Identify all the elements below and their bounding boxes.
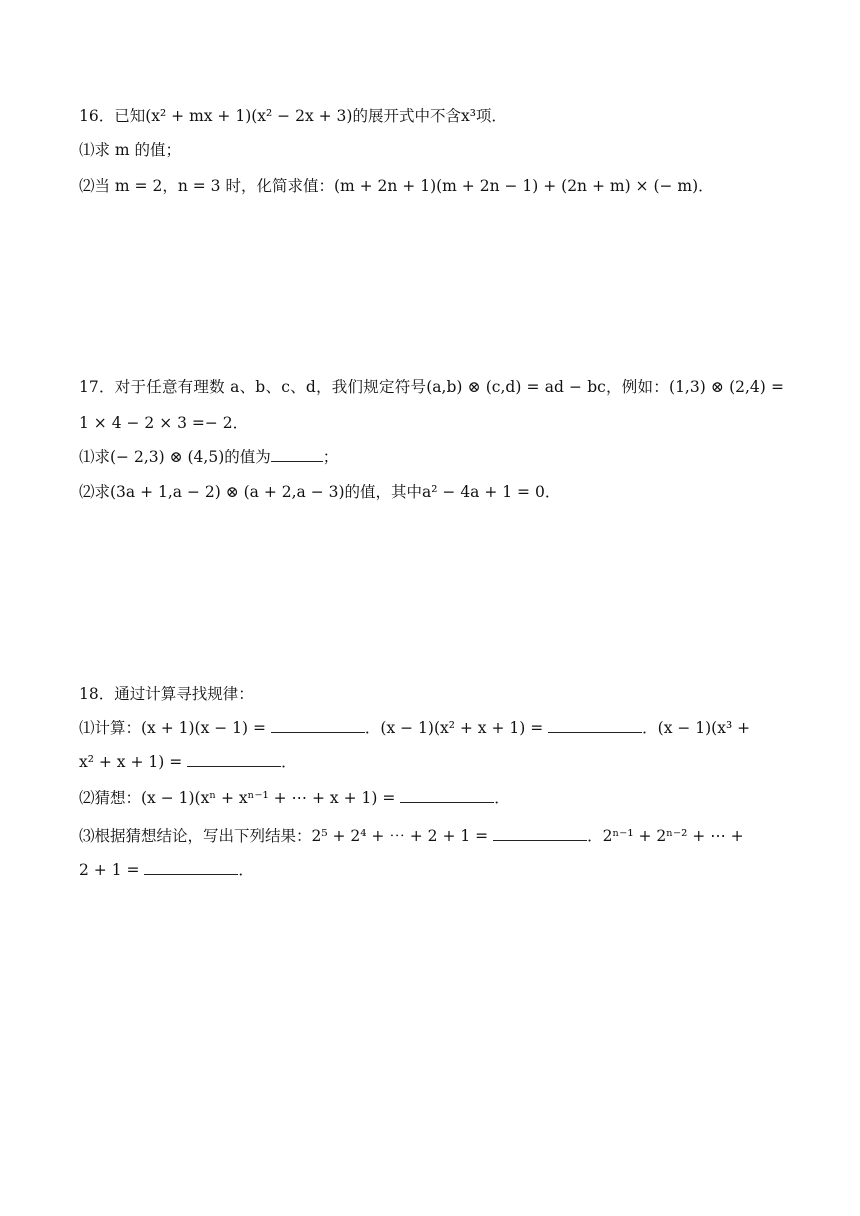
answer-blank[interactable]	[271, 447, 323, 462]
q17-part1-text: ⑴求(− 2,3) ⊗ (4,5)的值为	[79, 448, 271, 466]
q18-part3-b: ．2ⁿ⁻¹ + 2ⁿ⁻² + ⋯ +	[587, 827, 744, 845]
q18-part1-b: ．(x − 1)(x² + x + 1) =	[364, 719, 549, 737]
answer-blank[interactable]	[271, 718, 365, 733]
answer-blank[interactable]	[400, 788, 494, 803]
q17-part2: ⑵求(3a + 1,a − 2) ⊗ (a + 2,a − 3)的值，其中a² − 4a + 1 = 0．	[79, 483, 561, 501]
q18-stem: 18．通过计算寻找规律：	[79, 685, 254, 703]
q18-part3-line2-text: 2 + 1 =	[79, 861, 145, 879]
answer-blank[interactable]	[548, 718, 642, 733]
q18-part2-end: ．	[494, 789, 510, 807]
q18-part1-end: ．	[281, 753, 297, 771]
answer-blank[interactable]	[493, 826, 587, 841]
q18-part1-c: ．(x − 1)(x³ +	[642, 719, 751, 737]
q18-part3-line1	[79, 826, 784, 846]
q17-stem-line1: 17．对于任意有理数 a、b、c、d，我们规定符号(a,b) ⊗ (c,d) = ad − bc，例如：(1,3) ⊗ (2,4) =	[79, 378, 784, 396]
answer-blank[interactable]	[144, 860, 238, 875]
q18-part1-line2-text: x² + x + 1) =	[79, 753, 188, 771]
q18-part3-end: ．	[238, 861, 254, 879]
q18-part2	[79, 788, 784, 808]
q17-stem-line2: 1 × 4 − 2 × 3 =− 2．	[79, 414, 249, 432]
q18-part2-text: ⑵猜想：(x − 1)(xⁿ + xⁿ⁻¹ + ⋯ + x + 1) =	[79, 789, 401, 807]
q18-part1-line2	[79, 752, 784, 772]
q18-part1-a: ⑴计算：(x + 1)(x − 1) =	[79, 719, 271, 737]
q18-part3-line2	[79, 860, 784, 880]
q16-part2: ⑵当 m = 2，n = 3 时，化简求值：(m + 2n + 1)(m + 2n − 1) + (2n + m) × (− m)．	[79, 177, 714, 195]
q16-stem: 16．已知(x² + mx + 1)(x² − 2x + 3)的展开式中不含x³项．	[79, 107, 507, 125]
q18-part1-line1	[79, 718, 784, 738]
q16-part1: ⑴求 m 的值；	[79, 141, 182, 159]
q18-part3-a: ⑶根据猜想结论，写出下列结果：2⁵ + 2⁴ + ⋯ + 2 + 1 =	[79, 827, 494, 845]
q17-part1	[79, 447, 784, 467]
q17-part1-end: ；	[322, 448, 339, 466]
answer-blank[interactable]	[187, 752, 281, 767]
